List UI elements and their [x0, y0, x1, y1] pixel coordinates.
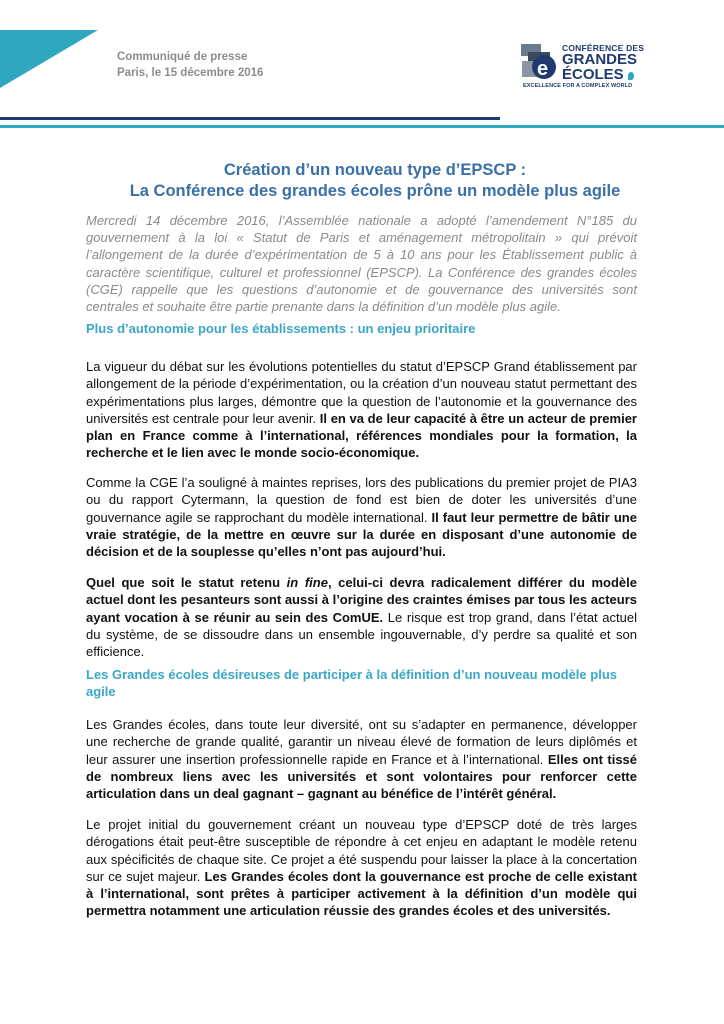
paragraph-5-bold: Les Grandes écoles dont la gouvernance est proche de celle existant à l’international, sont prêtes à participer activement à la définition d’un modèle qui permettra notamment une articulation réussie des grandes écoles et des universités.	[86, 868, 637, 919]
intro-paragraph: Mercredi 14 décembre 2016, l’Assemblée nationale a adopté l’amendement N°185 du gouvernement à la loi « Statut de Paris et aménagement métropolitain » qui prévoit l’allongement de la durée d’expérimentation de 5 à 10 ans pour les Établissement public à caractère scientifique, culturel et professionnel (EPSCP). La Conférence des grandes écoles (CGE) rappelle que les questions d’autonomie et de gouvernance des universités sont centrales et souhaite être partie prenante dans la définition d’un modèle plus agile.	[86, 213, 637, 315]
svg-text:e: e	[537, 58, 549, 80]
press-release-label: Communiqué de presse	[117, 51, 248, 63]
header-rule-navy	[0, 117, 500, 120]
paragraph-1	[86, 358, 637, 462]
paragraph-3-bold-a: Quel que soit le statut retenu	[86, 575, 287, 590]
paragraph-2	[86, 474, 637, 560]
logo-tagline: EXCELLENCE FOR A COMPLEX WORLD	[523, 83, 633, 89]
logo-line-2: GRANDES	[562, 51, 638, 68]
corner-accent-shape	[0, 30, 98, 88]
paragraph-5-text: Le projet initial du gouvernement créant un nouveau type d’EPSCP doté de très larges dérogations était peut-être susceptible de répondre à cet enjeu en adaptant le modèle retenu aux spécificités de chaque site. Ce projet a été suspendu pour laisser la place à la concertation sur ce sujet majeur.	[86, 817, 637, 884]
document-title-line-2: La Conférence des grandes écoles prône un modèle plus agile	[129, 182, 621, 200]
cge-logo-mark-icon	[520, 43, 562, 83]
paragraph-1-text: La vigueur du débat sur les évolutions potentielles du statut d’EPSCP Grand établissement par allongement de la période d’expérimentation, ou la création d’un nouveau statut permettant des expérimentations plus larges, démontre que la question de l’autonomie et la gouvernance des universités est centrale pour leur avenir.	[86, 359, 637, 426]
paragraph-3-text: Le risque est trop grand, dans l’état actuel du système, de se dissoudre dans un ensemble ingouvernable, d’y perdre sa qualité et son efficience.	[86, 609, 637, 660]
paragraph-2-bold: Il faut leur permettre de bâtir une vraie stratégie, de la mettre en œuvre sur la durée en disposant d’une autonomie de décision et de la souplesse qu’elles n’ont pas aujourd’hui.	[86, 509, 637, 560]
document-title-line-1: Création d’un nouveau type d’EPSCP :	[223, 161, 527, 179]
paragraph-3-bold-b: , celui-ci devra radicalement différer du modèle actuel dont les pesanteurs sont aussi à l’origine des craintes émises par tous les acteurs ayant vocation à se réunir au sein des ComUE.	[86, 575, 638, 625]
section-heading-autonomy: Plus d’autonomie pour les établissements : un enjeu prioritaire	[86, 321, 476, 336]
paragraph-2-text: Comme la CGE l’a souligné à maintes reprises, lors des publications du premier projet de PIA3 ou du rapport Cytermann, la question de fond est bien de doter les universités d’une gouvernance agile se rapprochant du modèle international.	[86, 475, 637, 525]
paragraph-3	[86, 574, 637, 660]
paragraph-4	[86, 716, 637, 802]
cge-logo	[520, 41, 645, 91]
paragraph-5	[86, 816, 637, 920]
header-rule-teal	[0, 125, 724, 128]
logo-line-3: ÉCOLES	[562, 66, 624, 83]
paragraph-4-text: Les Grandes écoles, dans toute leur diversité, ont su s’adapter en permanence, développer une recherche de grande qualité, garantir un niveau élevé de formation de leurs diplômés et leur assurer une insertion professionnelle rapide en France et à l’international.	[86, 717, 637, 767]
paragraph-4-bold: Elles ont tissé de nombreux liens avec les universités et sont volontaires pour renforcer cette articulation dans un deal gagnant – gagnant au bénéfice de l’intérêt général.	[86, 751, 638, 802]
section-heading-grandes-ecoles: Les Grandes écoles désireuses de participer à la définition d’un nouveau modèle plus agile	[86, 667, 617, 699]
paragraph-1-bold: Il en va de leur capacité à être un acteur de premier plan en France comme à l’international, références mondiales pour la formation, la recherche et le lien avec le monde socio-économique.	[86, 410, 637, 461]
logo-line-1: CONFÉRENCE DES	[562, 43, 645, 53]
paragraph-3-bold-italic: in fine	[286, 575, 328, 590]
press-release-date: Paris, le 15 décembre 2016	[117, 67, 264, 79]
logo-drop-icon	[628, 72, 634, 80]
